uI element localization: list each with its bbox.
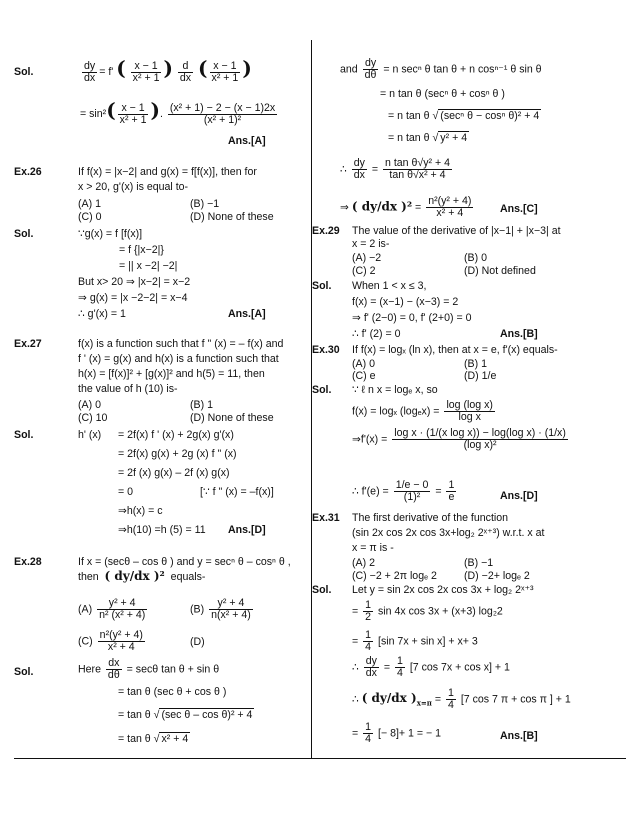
n-tan: = n tan θ <box>388 110 430 122</box>
ex31-sol-line2: = $\frac{1}{2}$ sin 4x cos 3x + (x+3) log₂2 <box>352 599 503 624</box>
option-b-num: y² + 4 <box>209 598 253 610</box>
ex26-sol-line6: ∴ g'(x) = 1 <box>78 308 126 320</box>
ex26-option-b: (B) −1 <box>190 198 220 210</box>
ex27-option-a: (A) 0 <box>78 399 101 411</box>
ex30-answer: Ans.[D] <box>500 490 538 502</box>
option-a-label: (A) <box>78 603 93 616</box>
ex31-label: Ex.31 <box>312 512 340 524</box>
fprime-x: ⇒f'(x) = <box>352 433 388 446</box>
ex31-option-c: (C) −2 + 2π logₑ 2 <box>352 570 437 582</box>
option-a-den: n² (x² + 4) <box>99 609 146 622</box>
ex27-sol-line4: = 0 <box>118 486 134 498</box>
n-tan-2: = n tan θ <box>388 132 430 144</box>
ex26-sol-label: Sol. <box>14 228 34 240</box>
ex31-sol-line1: Let y = sin 2x cos 2x cos 3x + log₂ 2ˣ⁺³ <box>352 584 534 596</box>
ex27-sol-hprime: h' (x) <box>78 429 102 441</box>
ex29-option-b: (B) 0 <box>464 252 487 264</box>
dy-num: dy <box>363 58 379 70</box>
ex29-sol-line1: When 1 < x ≤ 3, <box>352 280 427 292</box>
ex27-option-b: (B) 1 <box>190 399 213 411</box>
ex27-question-line3: h(x) = [f(x)]² + [g(x)]² and h(5) = 11, then <box>78 368 265 380</box>
ex28-option-b <box>190 598 255 621</box>
t1-rden: tan θ√x² + 4 <box>389 169 446 182</box>
ex29-question-line1: The value of the derivative of |x−1| + |x−3| at <box>352 225 561 237</box>
fe-den2: e <box>448 491 455 504</box>
dx-num: dx <box>106 658 122 670</box>
left-column <box>0 0 310 826</box>
ex27-sol-line4-note: [∵ f " (x) = –f(x)] <box>200 486 274 498</box>
ex31-sol-line4: ∴ $\frac{dy}{dx}$ = $\frac{1}{4}$ [7 cos 7x + cos x] + 1 <box>352 655 510 680</box>
t2-num: n²(y² + 4) <box>428 195 472 207</box>
ex29-answer: Ans.[B] <box>500 328 538 340</box>
ex26-question-line1: If f(x) = |x−2| and g(x) = f[f(x)], then for <box>78 166 257 178</box>
ex30-option-d: (D) 1/e <box>464 370 497 382</box>
ex28-sol-line3: = tan θ √ (sec θ – cos θ)² + 4 <box>118 709 253 721</box>
ex28-sol-line2: = tan θ (sec θ + cos θ ) <box>118 686 227 698</box>
sqrt-x2-4: x² + 4 <box>161 733 189 745</box>
ex26-question-line2: x > 20, g'(x) is equal to- <box>78 181 189 193</box>
dtheta-den: dθ <box>107 669 120 682</box>
ex29-option-c: (C) 2 <box>352 265 376 277</box>
tan-theta: = tan θ <box>118 709 151 721</box>
implies: ⇒ <box>340 201 349 214</box>
loglog-num: log (log x) <box>446 399 493 411</box>
ex27-answer: Ans.[D] <box>228 524 266 536</box>
ex28-option-d: (D) <box>190 636 205 648</box>
s5-text: [7 cos 7 π + cos π ] + 1 <box>460 693 571 706</box>
sec-tan-sin: = secθ tan θ + sin θ <box>126 663 220 676</box>
s2-text: sin 4x cos 3x + (x+3) log₂2 <box>378 605 503 618</box>
sol25-line1: $\frac{dy}{dx}$ = f' ( $\frac{x - 1}{\text{x² + 1}}$ ) $\frac{d}{dx}$ ( $\frac{x - 1}{\text{x² + 1}}$ ) <box>84 56 252 84</box>
ex28-sol-line4: = tan θ √ x² + 4 <box>118 733 189 745</box>
ex31-sol-line6: = $\frac{1}{4}$ [− 8]+ 1 = − 1 <box>352 721 442 746</box>
tan-theta-2: = tan θ <box>118 733 151 745</box>
sqrt-secn: (secⁿ θ − cosⁿ θ)² + 4 <box>440 110 540 122</box>
ex28-cont-line6: ⇒ ( dy/dx )² = $\frac{\text{n²(y² + 4)}}{\text{x² + 4}}$ <box>340 195 472 220</box>
ex28-cont-line2: = n tan θ (secⁿ θ + cosⁿ θ ) <box>380 88 505 100</box>
ex31-question-line3: x = π is - <box>352 542 394 554</box>
ex29-sol-label: Sol. <box>312 280 332 292</box>
ex28-dydx-squared: ( dy/dx )² <box>104 569 165 583</box>
right-column <box>312 0 638 826</box>
ex28-option-c <box>78 630 147 653</box>
ex28-cont-line1 <box>340 58 542 81</box>
sqrt-y2-4: y² + 4 <box>440 132 468 144</box>
fprime-e: ∴ f'(e) = <box>352 485 389 498</box>
ex27-sol-line3: = 2f (x) g(x) – 2f (x) g(x) <box>118 467 230 479</box>
ex29-option-d: (D) Not defined <box>464 265 536 277</box>
ex30-sol-line3 <box>352 428 570 451</box>
ex29-sol-line2: f(x) = (x−1) − (x−3) = 2 <box>352 296 459 308</box>
option-c-label: (C) <box>78 635 93 648</box>
t1-rnum: n tan θ√y² + 4 <box>384 157 450 169</box>
ex31-option-d: (D) −2+ logₑ 2 <box>464 570 530 582</box>
ex30-sol-label: Sol. <box>312 384 332 396</box>
s4-text: [7 cos 7x + cos x] + 1 <box>409 661 510 674</box>
ex27-option-c: (C) 10 <box>78 412 108 424</box>
ex27-sol-line2: = 2f(x) g(x) + 2g (x) f " (x) <box>118 448 237 460</box>
ex29-option-a: (A) −2 <box>352 252 382 264</box>
fx-log: f(x) = logₓ (logₑx) = <box>352 405 440 418</box>
ex27-question-line4: the value of h (10) is- <box>78 383 178 395</box>
dydx-squared-lhs: ( dy/dx )² <box>351 199 413 214</box>
ex29-question-line2: x = 2 is- <box>352 238 390 250</box>
ex29-sol-line3: ⇒ f' (2−0) = 0, f' (2+0) = 0 <box>352 312 472 324</box>
ex30-question-line1: If f(x) = logₓ (ln x), then at x = e, f'(x) equals- <box>352 344 558 356</box>
option-b-label: (B) <box>190 603 205 616</box>
ex28-answer: Ans.[C] <box>500 203 538 215</box>
ex26-sol-line5: ⇒ g(x) = |x −2−2| = x−4 <box>78 292 188 304</box>
ex28-cont-line4: = n tan θ √ y² + 4 <box>388 132 468 144</box>
ex31-answer: Ans.[B] <box>500 730 538 742</box>
ex26-sol-line4: But x> 20 ⇒ |x−2| = x−2 <box>78 276 191 288</box>
cont-r1: = n secⁿ θ tan θ + n cosⁿ⁻¹ θ sin θ <box>383 63 542 76</box>
here: Here <box>78 663 101 676</box>
ex28-option-a <box>78 598 149 621</box>
option-c-num: n²(y² + 4) <box>99 629 143 641</box>
fe-den: (1)² <box>403 491 421 504</box>
ex30-option-a: (A) 0 <box>352 358 375 370</box>
ex31-sol-line5: ∴ ( dy/dx )$_{x=\pi}$ = $\frac{1}{4}$ [7 cos 7 π + cos π ] + 1 <box>352 687 571 712</box>
ex31-option-b: (B) −1 <box>464 557 494 569</box>
ex30-sol-line1: ∵ ℓ n x = logₑ x, so <box>352 384 438 396</box>
ex26-option-a: (A) 1 <box>78 198 101 210</box>
ex29-label: Ex.29 <box>312 225 340 237</box>
ex26-sol-line3: = || x −2| −2| <box>119 260 178 272</box>
quotient-num: log x · (1/(x log x)) − log(log x) · (1/x) <box>394 427 566 439</box>
sol25-line2: = sin²( $\frac{x - 1}{\text{x² + 1}}$ ). $\frac{\text{(x² + 1) − 2 − (x − 1)2x}}{\text{(x² + 1)²}}$ <box>80 98 276 126</box>
ex30-option-c: (C) e <box>352 370 376 382</box>
ex30-label: Ex.30 <box>312 344 340 356</box>
ex27-question-line1: f(x) is a function such that f " (x) = – f(x) and <box>78 338 284 350</box>
ex28-sol-label: Sol. <box>14 666 34 678</box>
dtheta-den2: dθ <box>364 69 377 82</box>
option-a-num: y² + 4 <box>97 598 147 610</box>
ex28-equals: equals- <box>170 571 206 583</box>
ex27-sol-line5: ⇒h(x) = c <box>118 505 163 517</box>
ex28-cont-line5: ∴ $\frac{dy}{dx}$ = $\frac{\text{n tan θ√y² + 4}}{\text{tan θ√x² + 4}}$ <box>340 157 450 182</box>
fe-num: 1/e − 0 <box>395 479 429 491</box>
ex30-option-b: (B) 1 <box>464 358 487 370</box>
option-b-den: n(x² + 4) <box>211 609 251 622</box>
ex26-option-d: (D) None of these <box>190 211 274 223</box>
ex27-option-d: (D) None of these <box>190 412 274 424</box>
sol25-answer: Ans.[A] <box>228 135 266 147</box>
ex27-sol-label: Sol. <box>14 429 34 441</box>
and: and <box>340 63 358 76</box>
ex27-sol-line1: = 2f(x) f ' (x) + 2g(x) g'(x) <box>118 429 234 441</box>
ex28-label: Ex.28 <box>14 556 42 568</box>
t1-dy: dy <box>353 157 365 169</box>
ex28-then: then <box>78 571 99 583</box>
fe-num2: 1 <box>448 479 455 491</box>
ex27-question-line2: f ' (x) = g(x) and h(x) is a function such that <box>78 353 279 365</box>
ex31-question-line2: (sin 2x cos 2x cos 3x+log₂ 2ˣ⁺³) w.r.t. x at <box>352 527 545 539</box>
ex26-sol-line2: = f {|x−2|} <box>119 244 164 256</box>
ex28-question-line1: If x = (secθ – cos θ ) and y = secⁿ θ – cosⁿ θ , <box>78 556 291 568</box>
bottom-rule <box>14 758 626 759</box>
ex30-sol-line2 <box>352 400 497 423</box>
t2-den: x² + 4 <box>436 207 464 220</box>
ex28-question-line2 <box>78 570 205 583</box>
logx-den: log x <box>458 411 481 424</box>
ex28-cont-line3: = n tan θ √ (secⁿ θ − cosⁿ θ)² + 4 <box>388 110 540 122</box>
ex31-option-a: (A) 2 <box>352 557 375 569</box>
ex26-sol-line1: ∵g(x) = f [f(x)] <box>78 228 143 240</box>
ex27-label: Ex.27 <box>14 338 42 350</box>
ex27-sol-line6: ⇒h(10) =h (5) = 11 <box>118 524 206 536</box>
option-c-den: x² + 4 <box>107 641 135 654</box>
ex26-answer: Ans.[A] <box>228 308 266 320</box>
ex31-question-line1: The first derivative of the function <box>352 512 509 524</box>
quotient-den: (log x)² <box>463 439 497 452</box>
ex29-sol-line4: ∴ f' (2) = 0 <box>352 328 401 340</box>
t1-dx: dx <box>353 169 365 182</box>
s6-text: [− 8]+ 1 = − 1 <box>378 727 442 740</box>
ex31-sol-label: Sol. <box>312 584 332 596</box>
therefore: ∴ <box>340 163 347 176</box>
sol-label: Sol. <box>14 66 34 78</box>
sqrt-sec-cos: (sec θ – cos θ)² + 4 <box>161 709 253 721</box>
ex26-option-c: (C) 0 <box>78 211 102 223</box>
ex30-sol-line4: ∴ f'(e) = $\frac{1/e - 0}{\text{(1)²}}$ = $\frac{1}{e}$ <box>352 479 455 504</box>
ex31-sol-line3: = $\frac{1}{4}$ [sin 7x + sin x] + x+ 3 <box>352 629 478 654</box>
ex28-sol-line1 <box>78 658 219 681</box>
ex26-label: Ex.26 <box>14 166 42 178</box>
s3-text: [sin 7x + sin x] + x+ 3 <box>378 635 478 648</box>
